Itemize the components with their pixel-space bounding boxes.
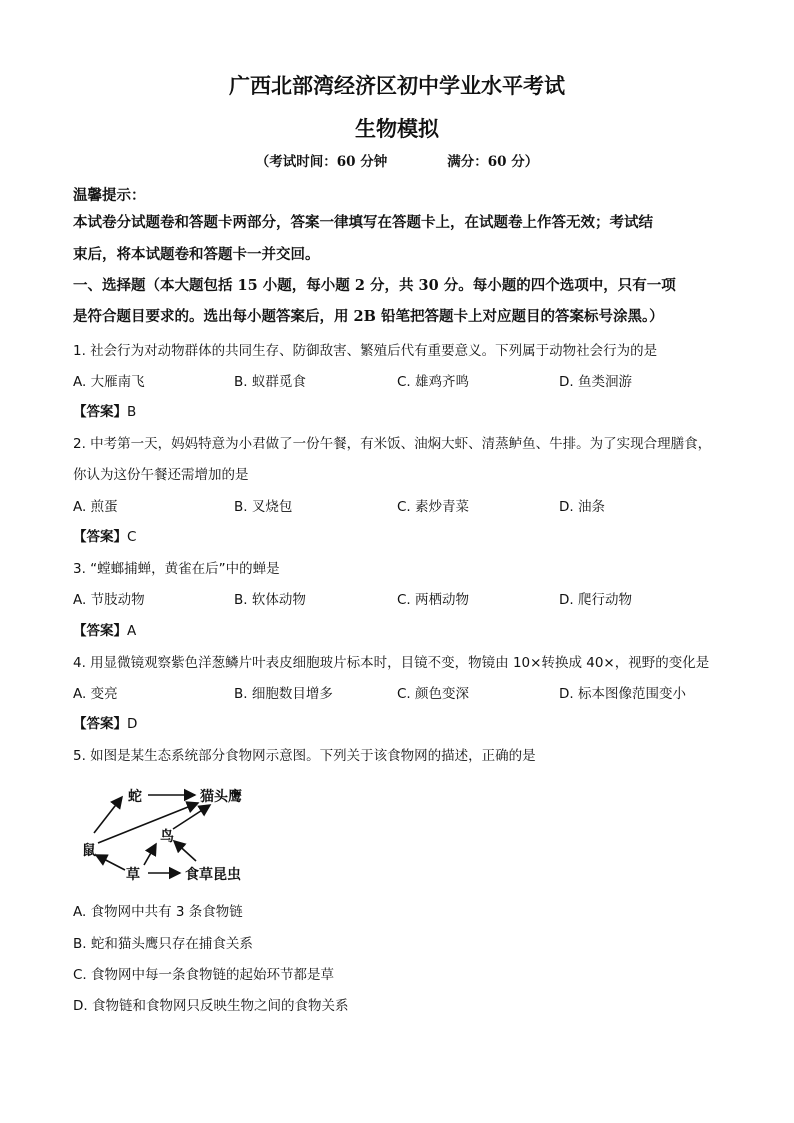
answer-tag: 【答案】 [73, 529, 127, 545]
question-3-option-d: D. 爬行动物 [559, 592, 632, 608]
question-2-option-a: A. 煎蛋 [73, 499, 118, 515]
arrow-insect-to-bird [174, 841, 196, 861]
question-5-option-a: A. 食物网中共有 3 条食物链 [73, 904, 243, 920]
section-heading-line-1: 一、选择题（本大题包括 15 小题，每小题 2 分，共 30 分。每小题的四个选项中，只有一项 [73, 277, 676, 294]
exam-time: （考试时间：60 分钟 [255, 154, 388, 170]
answer-value: B [127, 404, 137, 420]
answer-tag: 【答案】 [73, 623, 127, 639]
answer-tag: 【答案】 [73, 716, 127, 732]
notice-line-2: 束后，将本试题卷和答题卡一并交回。 [73, 246, 320, 263]
exam-info [0, 150, 794, 170]
question-1-option-b: B. 蚁群觅食 [234, 374, 306, 390]
question-3-option-a: A. 节肢动物 [73, 592, 145, 608]
question-1-option-a: A. 大雁南飞 [73, 374, 145, 390]
question-4-option-d: D. 标本图像范围变小 [559, 686, 686, 702]
question-3-stem: 3. “螳螂捕蝉，黄雀在后”中的蝉是 [73, 561, 280, 577]
question-2-stem-cont: 你认为这份午餐还需增加的是 [73, 467, 249, 483]
question-4-option-c: C. 颜色变深 [397, 686, 470, 702]
question-5-option-d: D. 食物链和食物网只反映生物之间的食物关系 [73, 998, 349, 1014]
notice-line-1: 本试卷分试题卷和答题卡两部分，答案一律填写在答题卡上，在试题卷上作答无效；考试结 [73, 214, 653, 231]
node-snake: 蛇 [128, 789, 142, 805]
question-5-option-b: B. 蛇和猫头鹰只存在捕食关系 [73, 936, 253, 952]
food-web-diagram [70, 775, 270, 890]
question-5-stem: 5. 如图是某生态系统部分食物网示意图。下列关于该食物网的描述，正确的是 [73, 748, 536, 764]
question-2-stem: 2. 中考第一天，妈妈特意为小君做了一份午餐，有米饭、油焖大虾、清蒸鲈鱼、牛排。为了实现合理膳食， [73, 436, 712, 452]
arrow-bird-to-owl [173, 805, 210, 829]
arrow-mouse-to-snake [94, 797, 122, 833]
answer-tag: 【答案】 [73, 404, 127, 420]
question-5-option-c: C. 食物网中每一条食物链的起始环节都是草 [73, 967, 335, 983]
exam-subtitle: 生物模拟 [355, 116, 439, 141]
question-2-answer [73, 525, 136, 545]
answer-value: C [127, 529, 137, 545]
question-1-option-c: C. 雄鸡齐鸣 [397, 374, 470, 390]
question-4-option-b: B. 细胞数目增多 [234, 686, 333, 702]
question-3-option-c: C. 两栖动物 [397, 592, 470, 608]
section-heading-line-2: 是符合题目要求的。选出每小题答案后，用 2B 铅笔把答题卡上对应题目的答案标号涂黑。） [73, 308, 664, 325]
node-mouse: 鼠 [82, 843, 96, 859]
question-1-option-d: D. 鱼类洄游 [559, 374, 632, 390]
node-bird: 鸟 [160, 829, 174, 845]
question-2-option-c: C. 素炒青菜 [397, 499, 470, 515]
answer-value: A [127, 623, 137, 639]
notice-heading: 温馨提示： [73, 187, 146, 204]
exam-score: 满分：60 分） [447, 154, 539, 170]
answer-value: D [127, 716, 138, 732]
question-2-option-d: D. 油条 [559, 499, 605, 515]
question-4-answer [73, 712, 137, 732]
node-owl: 猫头鹰 [200, 789, 242, 805]
arrow-grass-to-bird [144, 844, 156, 865]
question-4-stem: 4. 用显微镜观察紫色洋葱鳞片叶表皮细胞玻片标本时，目镜不变，物镜由 10×转换成 40×，视野的变化是 [73, 655, 710, 671]
exam-title: 广西北部湾经济区初中学业水平考试 [229, 73, 565, 98]
node-grass: 草 [126, 867, 140, 883]
arrow-grass-to-mouse [96, 855, 125, 870]
question-1-stem: 1. 社会行为对动物群体的共同生存、防御敌害、繁殖后代有重要意义。下列属于动物社会行为的是 [73, 343, 658, 359]
question-2-option-b: B. 叉烧包 [234, 499, 293, 515]
question-4-option-a: A. 变亮 [73, 686, 118, 702]
node-herbivorous-insect: 食草昆虫 [185, 867, 241, 883]
question-1-answer [73, 400, 136, 420]
question-3-answer [73, 619, 136, 639]
question-3-option-b: B. 软体动物 [234, 592, 306, 608]
